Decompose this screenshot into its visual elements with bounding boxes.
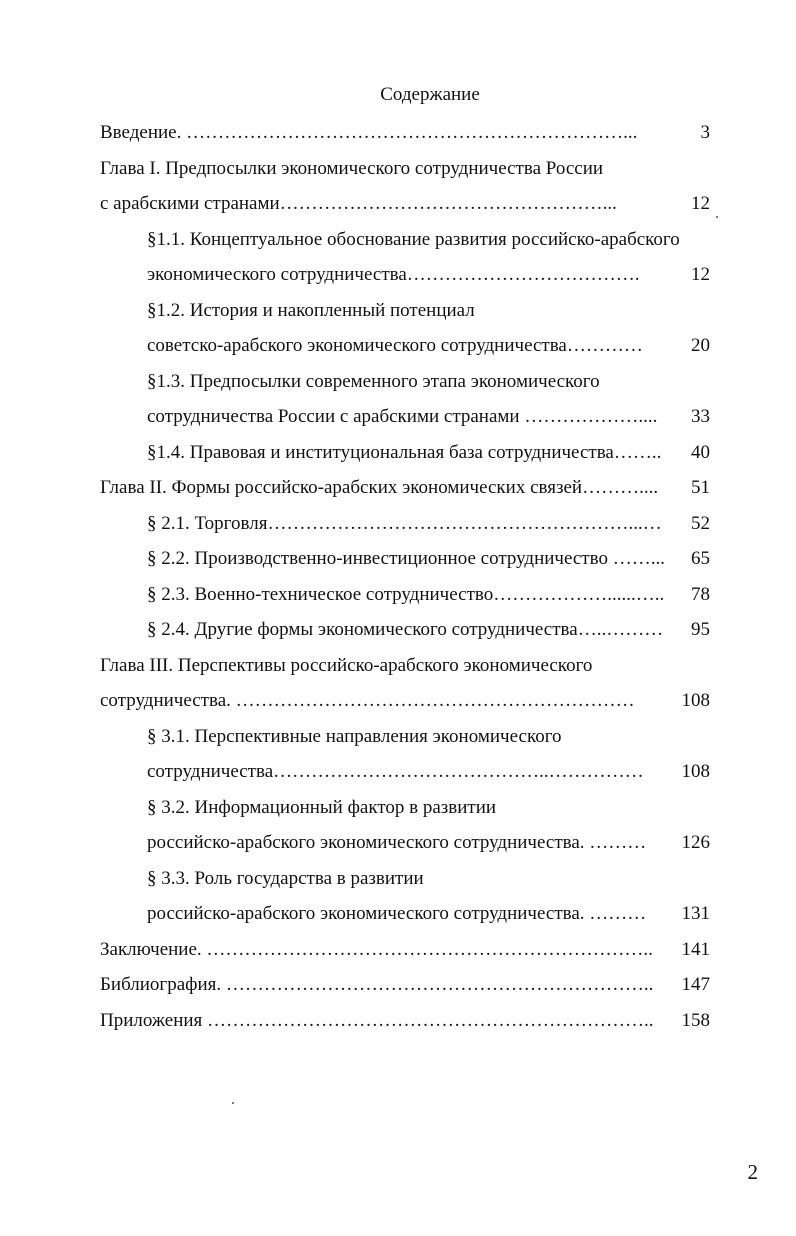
toc-page-bibliography: 147	[681, 974, 710, 995]
toc-entry-section-2-3: § 2.3. Военно-техническое сотрудничество………………......…..	[147, 584, 665, 605]
toc-entry-conclusion: Заключение. ……………………………………………………………..	[100, 939, 653, 960]
toc-title: Содержание	[380, 84, 480, 105]
toc-entry-section-3-3: § 3.3. Роль государства в развитии	[147, 868, 424, 889]
toc-page-section-1-4: 40	[691, 442, 710, 463]
toc-page-section-1-3: 33	[691, 406, 710, 427]
toc-entry-section-2-2: § 2.2. Производственно-инвестиционное сотрудничество ……...	[147, 548, 665, 569]
toc-entry-chapter-3-cont: сотрудничества. ………………………………………………………	[100, 690, 635, 711]
toc-entry-section-3-2: § 3.2. Информационный фактор в развитии	[147, 797, 497, 818]
toc-entry-section-1-3: §1.3. Предпосылки современного этапа экономического	[147, 371, 600, 392]
toc-entry-section-3-1-cont: сотрудничества……………………………………..……………	[147, 761, 644, 782]
toc-page-appendices: 158	[681, 1010, 710, 1031]
toc-entry-section-3-2-cont: российско-арабского экономического сотрудничества. ………	[147, 832, 647, 853]
scan-speck	[232, 1102, 234, 1104]
toc-page-chapter-3: 108	[681, 690, 710, 711]
toc-page-section-3-2: 126	[681, 832, 710, 853]
toc-entry-chapter-1-cont: с арабскими странами……………………………………………...	[100, 193, 617, 214]
scan-speck	[716, 216, 718, 218]
toc-entry-section-3-3-cont: российско-арабского экономического сотрудничества. ………	[147, 903, 647, 924]
toc-entry-chapter-3: Глава III. Перспективы российско-арабского экономического	[100, 655, 593, 676]
toc-page-section-1-2: 20	[691, 335, 710, 356]
toc-entry-chapter-2: Глава II. Формы российско-арабских экономических связей………....	[100, 477, 659, 498]
toc-page-section-1-1: 12	[691, 264, 710, 285]
toc-entry-section-2-1: § 2.1. Торговля…………………………………………………...…	[147, 513, 662, 534]
toc-entry-section-3-1: § 3.1. Перспективные направления экономического	[147, 726, 562, 747]
toc-page-introduction: 3	[700, 122, 710, 143]
toc-page-section-2-3: 78	[691, 584, 710, 605]
toc-entry-section-1-2: §1.2. История и накопленный потенциал	[147, 300, 475, 321]
toc-page-section-2-1: 52	[691, 513, 710, 534]
toc-page-chapter-2: 51	[691, 477, 710, 498]
toc-page-section-3-1: 108	[681, 761, 710, 782]
toc-entry-appendices: Приложения ……………………………………………………………..	[100, 1010, 654, 1031]
toc-entry-section-1-4: §1.4. Правовая и институциональная база сотрудничества……..	[147, 442, 662, 463]
toc-entry-section-1-1: §1.1. Концептуальное обоснование развития российско-арабского	[147, 229, 680, 250]
toc-entry-section-1-2-cont: советско-арабского экономического сотрудничества…………	[147, 335, 643, 356]
toc-page-section-2-4: 95	[691, 619, 710, 640]
toc-page-section-3-3: 131	[681, 903, 710, 924]
toc-page-section-2-2: 65	[691, 548, 710, 569]
toc-entry-section-1-1-cont: экономического сотрудничества……………………………….	[147, 264, 640, 285]
toc-entry-section-2-4: § 2.4. Другие формы экономического сотрудничества…..………	[147, 619, 664, 640]
toc-page-conclusion: 141	[681, 939, 710, 960]
toc-entry-section-1-3-cont: сотрудничества России с арабскими странами ………………....	[147, 406, 658, 427]
page-number: 2	[747, 1160, 758, 1184]
toc-entry-bibliography: Библиография. …………………………………………………………..	[100, 974, 654, 995]
toc-page-chapter-1: 12	[691, 193, 710, 214]
toc-entry-introduction: Введение. ……………………………………………………………...	[100, 122, 638, 143]
toc-entry-chapter-1: Глава I. Предпосылки экономического сотрудничества России	[100, 158, 604, 179]
